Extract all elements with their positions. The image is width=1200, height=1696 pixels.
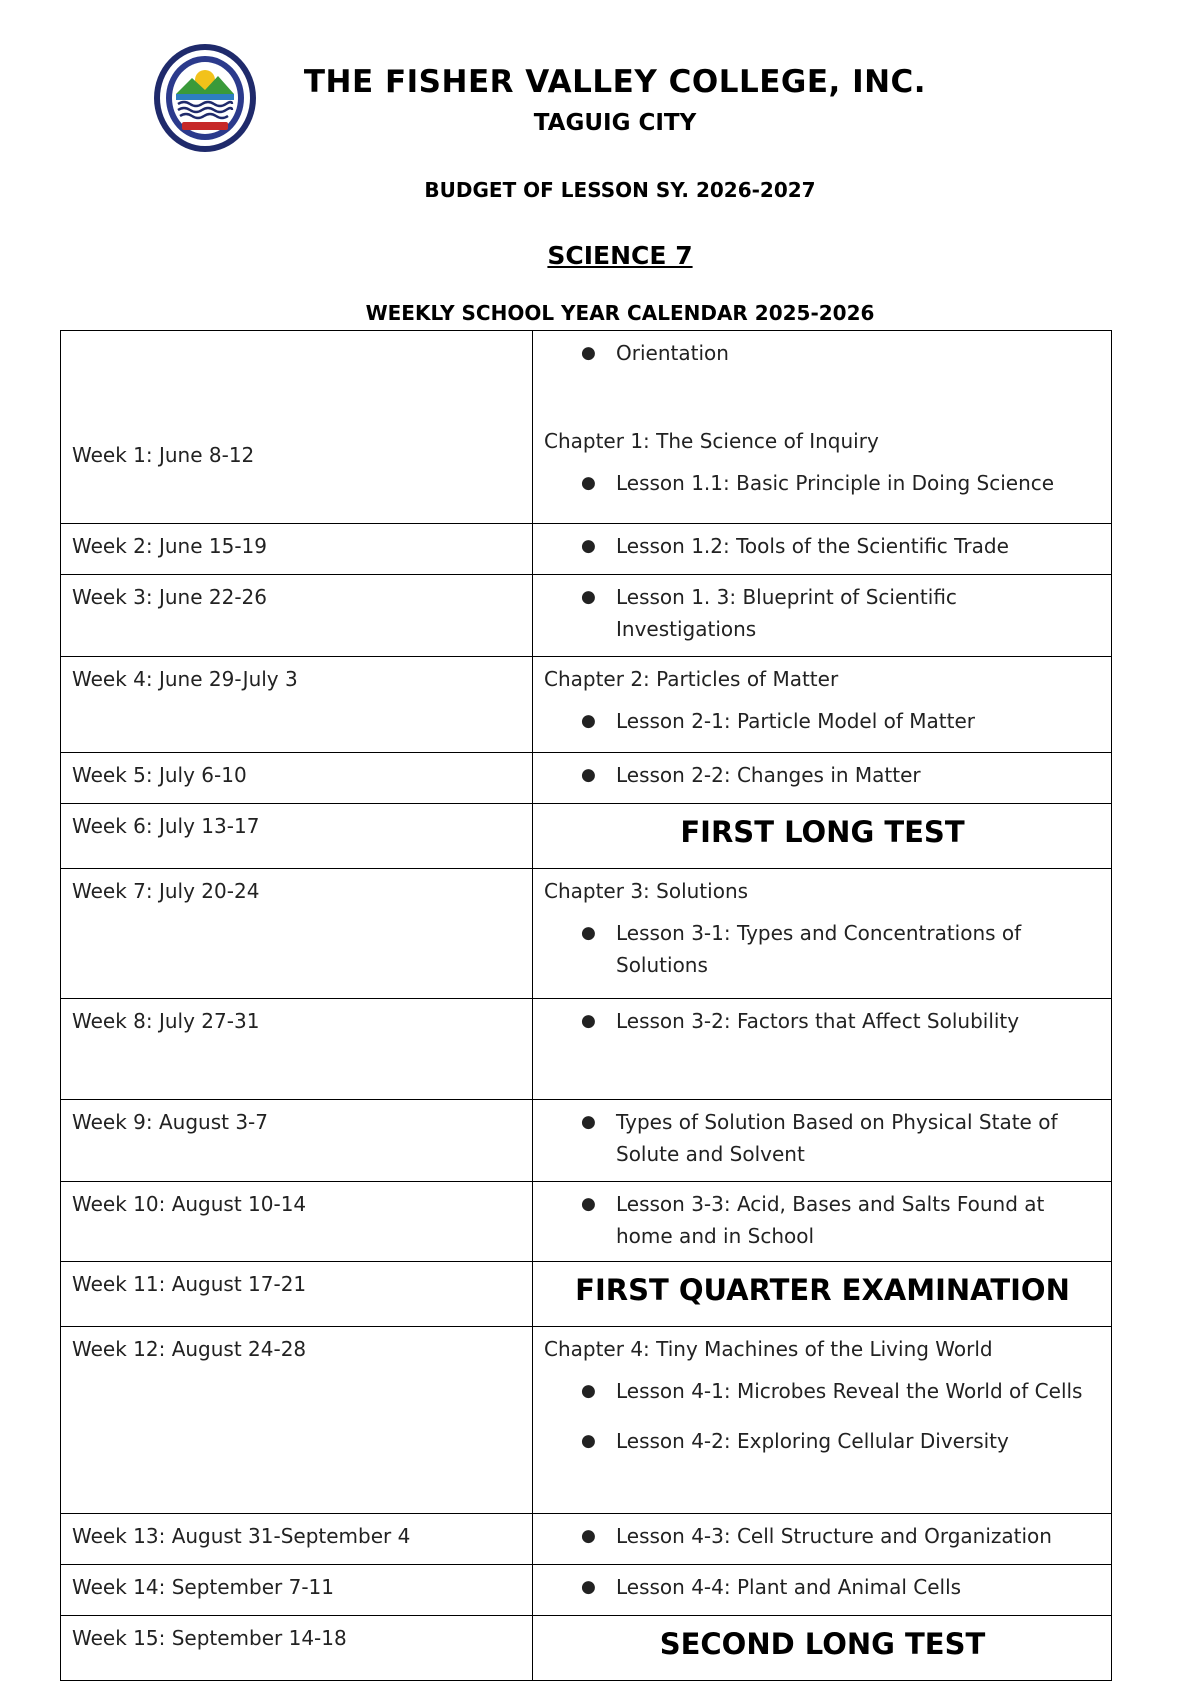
table-row — [61, 524, 1112, 575]
college-seal-logo — [152, 42, 258, 154]
table-row — [61, 1262, 1112, 1327]
list-item — [544, 1425, 1101, 1457]
lesson-cell — [533, 753, 1112, 804]
lesson-cell — [533, 1514, 1112, 1565]
lesson-label: Types of Solution Based on Physical State of Solute and Solvent — [616, 1110, 1058, 1166]
lesson-cell — [533, 1100, 1112, 1182]
list-item — [544, 337, 1101, 369]
week-label: Week 7: July 20-24 — [72, 879, 260, 903]
lesson-cell — [533, 657, 1112, 753]
week-label: Week 9: August 3-7 — [72, 1110, 268, 1134]
lesson-cell — [533, 331, 1112, 524]
chapter-title: Chapter 4: Tiny Machines of the Living World — [544, 1337, 993, 1361]
lesson-cell — [533, 524, 1112, 575]
table-row — [61, 1616, 1112, 1681]
list-item — [544, 581, 1101, 645]
bullet-icon: ● — [581, 1194, 596, 1214]
bullet-icon: ● — [581, 343, 596, 363]
table-row — [61, 657, 1112, 753]
table-row — [61, 1182, 1112, 1262]
table-row — [61, 869, 1112, 999]
list-item — [544, 1520, 1101, 1552]
table-row — [61, 1100, 1112, 1182]
week-cell — [61, 753, 533, 804]
week-label: Week 14: September 7-11 — [72, 1575, 334, 1599]
bullet-icon: ● — [581, 1577, 596, 1597]
table-row — [61, 1327, 1112, 1514]
bullet-icon: ● — [581, 711, 596, 731]
schedule-table — [60, 330, 1112, 1681]
list-item — [544, 1571, 1101, 1603]
lesson-label: Lesson 1.2: Tools of the Scientific Trade — [616, 534, 1009, 558]
table-row — [61, 575, 1112, 657]
lesson-label: Lesson 2-2: Changes in Matter — [616, 763, 921, 787]
bullet-icon: ● — [581, 923, 596, 943]
table-row — [61, 331, 1112, 524]
chapter-title: Chapter 3: Solutions — [544, 879, 749, 903]
list-item — [544, 1375, 1101, 1407]
week-label: Week 3: June 22-26 — [72, 585, 267, 609]
week-label: Week 12: August 24-28 — [72, 1337, 307, 1361]
college-name: THE FISHER VALLEY COLLEGE, INC. — [303, 64, 927, 100]
week-label: Week 8: July 27-31 — [72, 1009, 260, 1033]
lesson-label: Lesson 2-1: Particle Model of Matter — [616, 709, 975, 733]
bullet-icon: ● — [581, 1526, 596, 1546]
list-item — [544, 467, 1101, 499]
week-cell — [61, 575, 533, 657]
lesson-cell — [533, 999, 1112, 1100]
week-cell — [61, 1182, 533, 1262]
table-row — [61, 1565, 1112, 1616]
bullet-icon: ● — [581, 536, 596, 556]
lesson-label: Lesson 4-2: Exploring Cellular Diversity — [616, 1429, 1009, 1453]
week-label: Week 2: June 15-19 — [72, 534, 267, 558]
lesson-cell — [533, 1565, 1112, 1616]
chapter-title: Chapter 1: The Science of Inquiry — [544, 429, 879, 453]
calendar-title: WEEKLY SCHOOL YEAR CALENDAR 2025-2026 — [365, 301, 875, 325]
list-item — [544, 917, 1101, 981]
week-label: Week 5: July 6-10 — [72, 763, 247, 787]
week-label: Week 10: August 10-14 — [72, 1192, 307, 1216]
week-label: Week 11: August 17-21 — [72, 1272, 307, 1296]
week-label: Week 1: June 8-12 — [72, 443, 255, 467]
lesson-label: Lesson 3-2: Factors that Affect Solubility — [616, 1009, 1020, 1033]
lesson-cell — [533, 1327, 1112, 1514]
week-cell — [61, 999, 533, 1100]
list-item — [544, 759, 1101, 791]
lesson-label: Lesson 3-3: Acid, Bases and Salts Found at home and in School — [616, 1192, 1045, 1248]
budget-title: BUDGET OF LESSON SY. 2026-2027 — [424, 178, 816, 202]
table-row — [61, 999, 1112, 1100]
week-label: Week 6: July 13-17 — [72, 814, 260, 838]
bullet-icon: ● — [581, 587, 596, 607]
week-label: Week 13: August 31-September 4 — [72, 1524, 411, 1548]
exam-cell — [533, 1616, 1112, 1681]
college-city: TAGUIG CITY — [533, 110, 697, 136]
lesson-cell — [533, 869, 1112, 999]
bullet-icon: ● — [581, 1112, 596, 1132]
week-cell — [61, 1565, 533, 1616]
lesson-label: Lesson 4-4: Plant and Animal Cells — [616, 1575, 962, 1599]
lesson-cell — [533, 575, 1112, 657]
lesson-label: Lesson 4-1: Microbes Reveal the World of Cells — [616, 1379, 1083, 1403]
lesson-label: Lesson 1.1: Basic Principle in Doing Science — [616, 471, 1055, 495]
week-cell — [61, 1616, 533, 1681]
week-label: Week 15: September 14-18 — [72, 1626, 347, 1650]
list-item — [544, 1106, 1101, 1170]
chapter-title: Chapter 2: Particles of Matter — [544, 667, 839, 691]
list-item — [544, 530, 1101, 562]
exam-label: SECOND LONG TEST — [659, 1627, 986, 1661]
orientation-label: Orientation — [616, 341, 729, 365]
list-item — [544, 1005, 1101, 1037]
subject-title: SCIENCE 7 — [547, 241, 693, 270]
lesson-label: Lesson 1. 3: Blueprint of Scientific Investigations — [616, 585, 957, 641]
bullet-icon: ● — [581, 765, 596, 785]
week-label: Week 4: June 29-July 3 — [72, 667, 298, 691]
list-item — [544, 1188, 1101, 1252]
exam-cell — [533, 804, 1112, 869]
exam-cell — [533, 1262, 1112, 1327]
exam-label: FIRST QUARTER EXAMINATION — [575, 1273, 1070, 1307]
bullet-icon: ● — [581, 1011, 596, 1031]
lesson-cell — [533, 1182, 1112, 1262]
lesson-label: Lesson 3-1: Types and Concentrations of Solutions — [616, 921, 1022, 977]
week-cell — [61, 1100, 533, 1182]
week-cell — [61, 1262, 533, 1327]
bullet-icon: ● — [581, 1431, 596, 1451]
week-cell — [61, 804, 533, 869]
week-cell — [61, 1327, 533, 1514]
table-row — [61, 804, 1112, 869]
table-row — [61, 753, 1112, 804]
week-cell — [61, 657, 533, 753]
week-cell — [61, 1514, 533, 1565]
list-item — [544, 705, 1101, 737]
table-row — [61, 1514, 1112, 1565]
exam-label: FIRST LONG TEST — [680, 815, 965, 849]
week-cell — [61, 524, 533, 575]
week-cell — [61, 869, 533, 999]
week-cell — [61, 331, 533, 524]
bullet-icon: ● — [581, 1381, 596, 1401]
lesson-label: Lesson 4-3: Cell Structure and Organization — [616, 1524, 1052, 1548]
bullet-icon: ● — [581, 473, 596, 493]
